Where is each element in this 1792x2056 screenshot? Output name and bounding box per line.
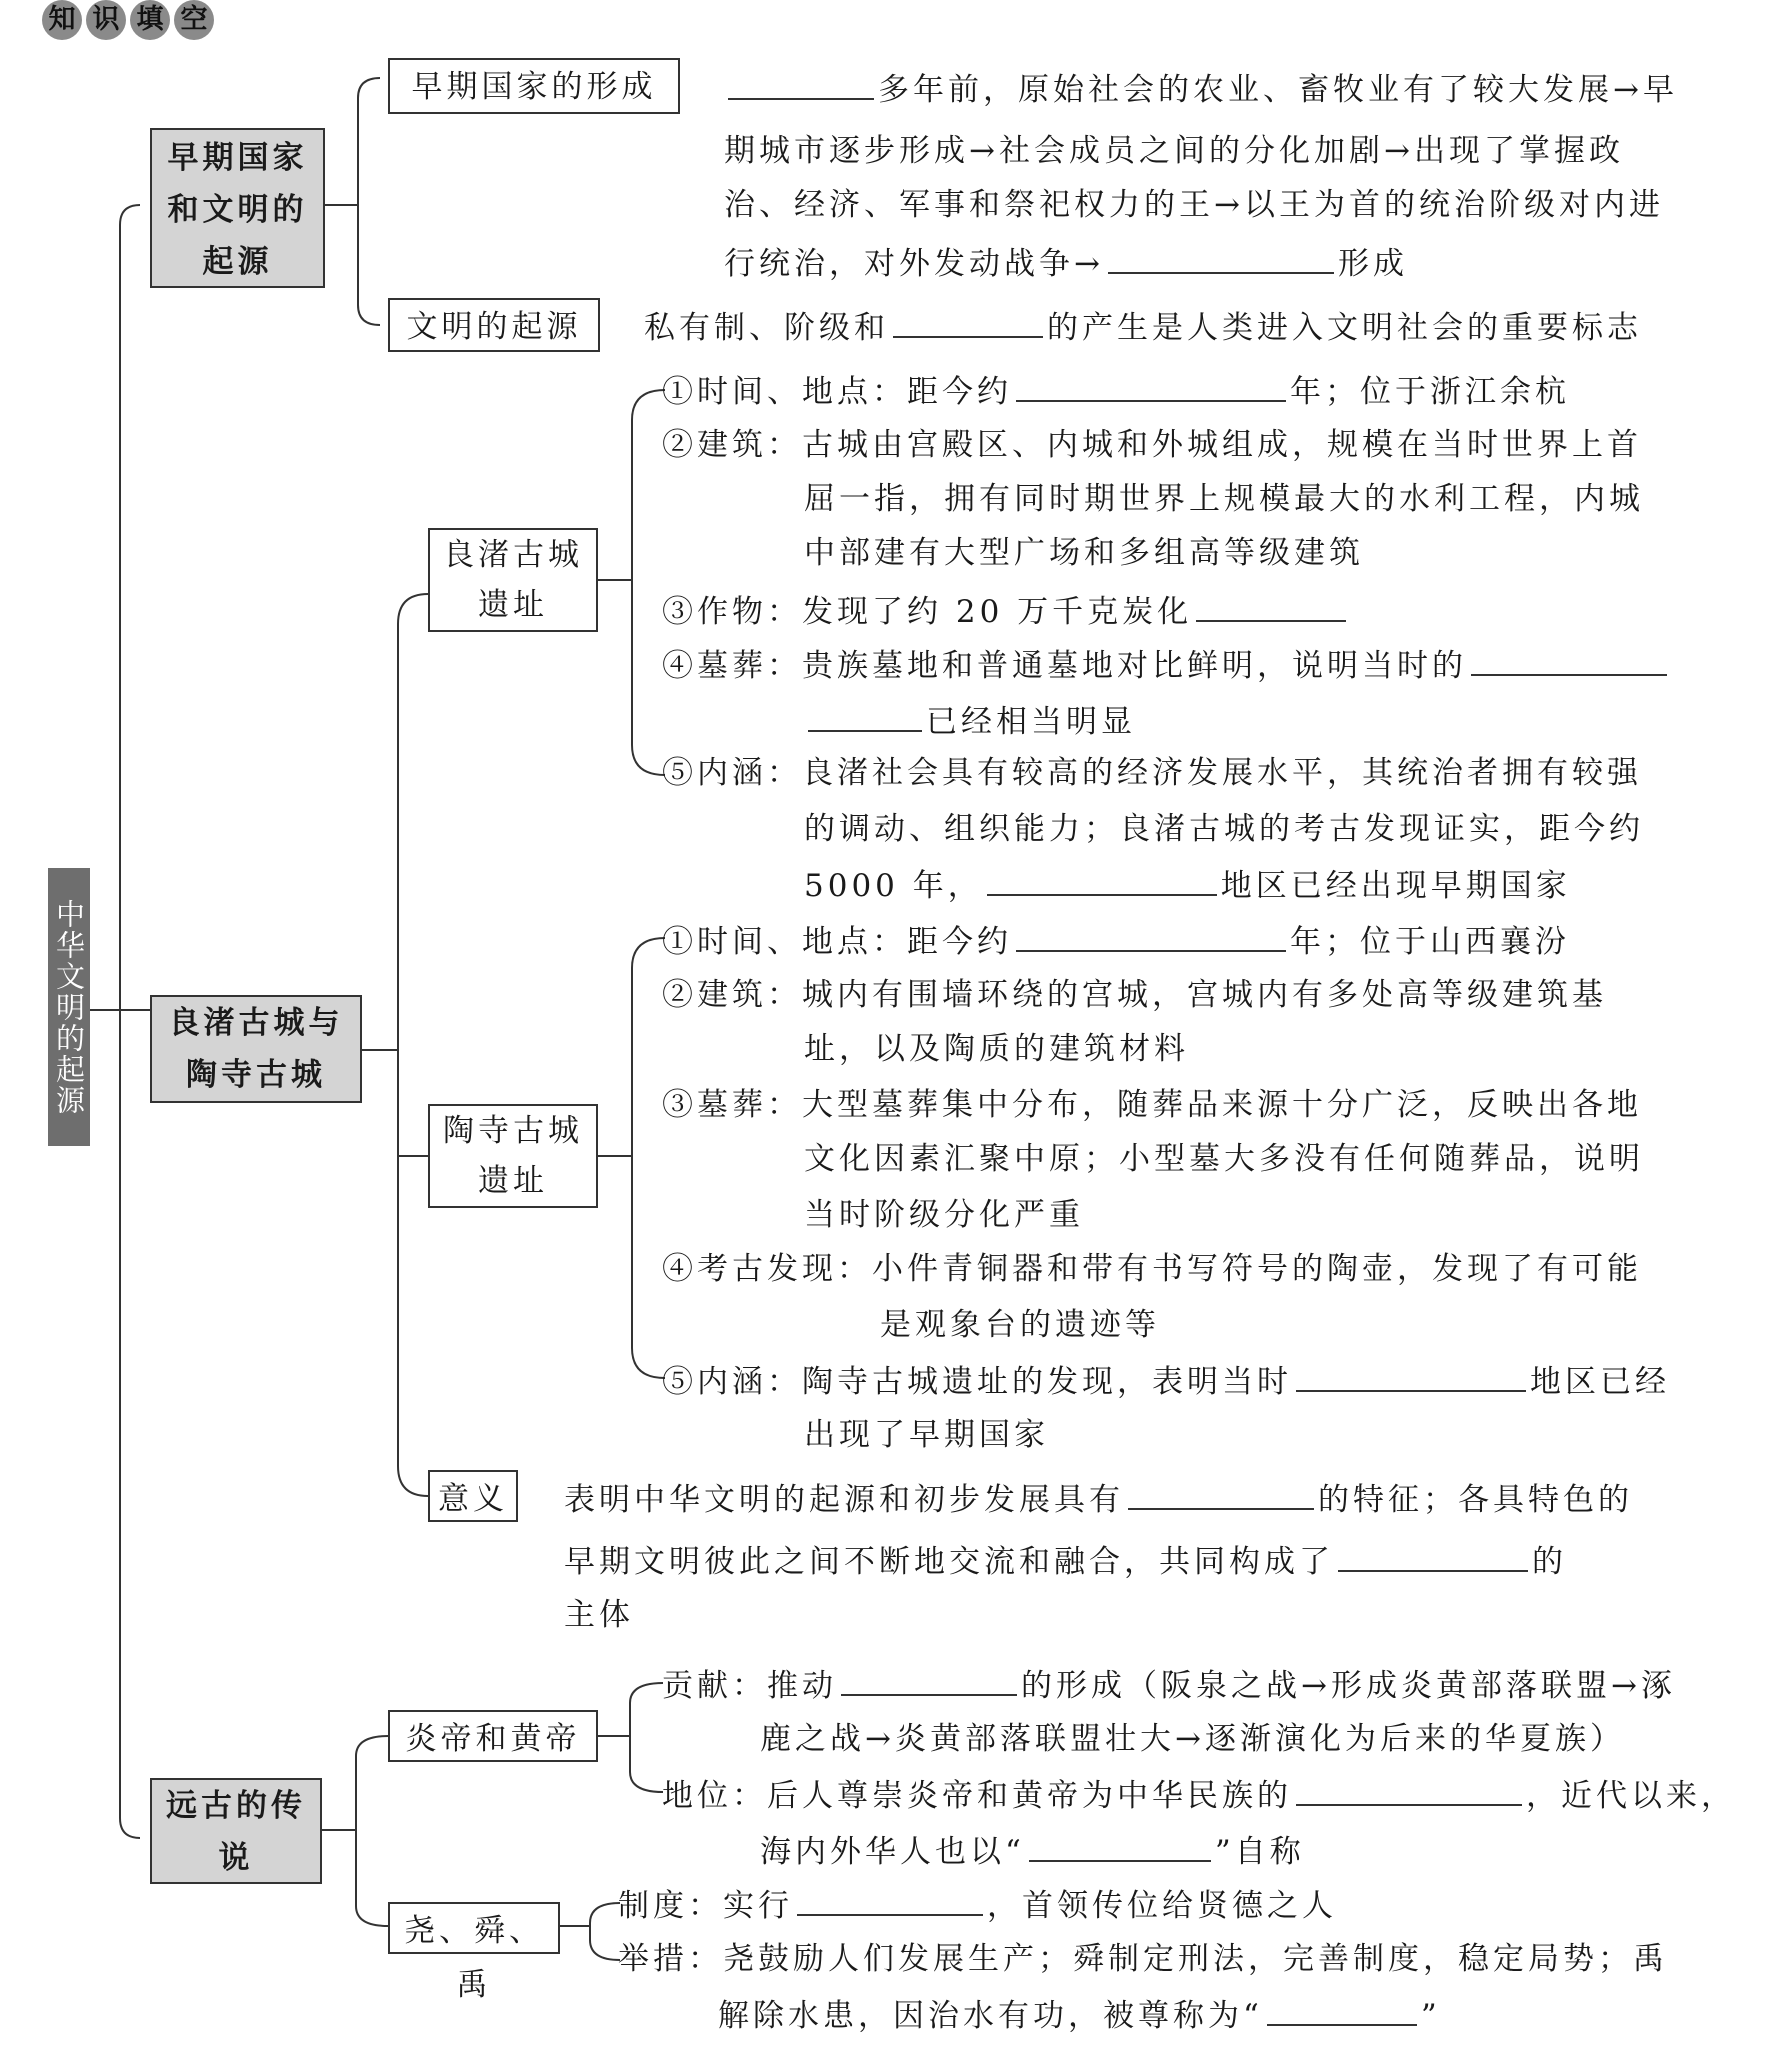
node-yandi-huangdi: 炎帝和黄帝 [388,1710,598,1762]
node-liangzhu-taosi: 良渚古城与陶寺古城 [150,995,362,1103]
meaning-line-2: 早期文明彼此之间不断地交流和融合，共同构成了 的 [564,1532,1567,1590]
node-early-state-civilization: 早期国家和文明的起源 [150,128,325,288]
yaoshunyu-line-2: 举措：尧鼓励人们发展生产；舜制定刑法，完善制度，稳定局势；禹 [618,1941,1668,1977]
liangzhu-line-3: 屈一指，拥有同时期世界上规模最大的水利工程，内城 [804,481,1644,517]
node-ancient-legends: 远古的传说 [150,1778,322,1884]
taosi-line-9: ⑤内涵：陶寺古城遗址的发现，表明当时 地区已经 [662,1352,1670,1410]
taosi-line-10: 出现了早期国家 [804,1417,1049,1453]
yanhuang-line-3: 地位：后人尊崇炎帝和黄帝为中华民族的 ，近代以来， [662,1766,1736,1824]
blank [893,298,1043,338]
blank [841,1656,1017,1696]
blank [1196,582,1346,622]
blank [728,60,874,100]
yanhuang-line-1: 贡献：推动 的形成（阪泉之战→形成炎黄部落联盟→涿 [662,1656,1676,1714]
early-state-line-3: 治、经济、军事和祭祀权力的王→以王为首的统治阶级对内进 [724,187,1664,223]
taosi-line-4: ③墓葬：大型墓葬集中分布，随葬品来源十分广泛，反映出各地 [662,1087,1642,1123]
node-civilization-origin: 文明的起源 [388,298,600,352]
blank [1267,1986,1417,2026]
node-early-state-formation: 早期国家的形成 [388,58,680,114]
liangzhu-line-9: 的调动、组织能力；良渚古城的考古发现证实，距今约 [804,811,1644,847]
blank [987,856,1217,896]
liangzhu-line-4: 中部建有大型广场和多组高等级建筑 [804,535,1364,571]
liangzhu-line-2: ②建筑：古城由宫殿区、内城和外城组成，规模在当时世界上首 [662,427,1642,463]
blank [1029,1822,1211,1862]
early-state-line-1: 多年前，原始社会的农业、畜牧业有了较大发展→早 [724,60,1678,118]
node-taosi-site: 陶寺古城遗址 [428,1104,598,1208]
liangzhu-line-7: 已经相当明显 [804,692,1136,750]
meaning-line-3: 主体 [564,1597,634,1633]
node-meaning: 意义 [428,1470,518,1522]
liangzhu-line-8: ⑤内涵：良渚社会具有较高的经济发展水平，其统治者拥有较强 [662,755,1642,791]
early-state-line-2: 期城市逐步形成→社会成员之间的分化加剧→出现了掌握政 [724,133,1624,169]
liangzhu-line-10: 5000 年， 地区已经出现早期国家 [804,856,1571,914]
blank [1296,1352,1526,1392]
taosi-line-5: 文化因素汇聚中原；小型墓大多没有任何随葬品，说明 [804,1141,1644,1177]
blank [797,1876,983,1916]
section-header-badge [42,0,214,40]
node-yao-shun-yu: 尧、舜、禹 [388,1902,560,1954]
header-char: 填 [130,0,170,40]
header-char: 空 [174,0,214,40]
header-char: 知 [42,0,82,40]
node-liangzhu-site: 良渚古城遗址 [428,528,598,632]
yanhuang-line-4: 海内外华人也以“ ”自称 [760,1822,1305,1880]
taosi-line-2: ②建筑：城内有围墙环绕的宫城，宫城内有多处高等级建筑基 [662,977,1607,1013]
early-state-line-4: 行统治，对外发动战争→ 形成 [724,234,1408,292]
liangzhu-line-6: ④墓葬：贵族墓地和普通墓地对比鲜明，说明当时的 [662,636,1671,694]
blank [1128,1470,1314,1510]
blank [1471,636,1667,676]
taosi-line-8: 是观象台的遗迹等 [880,1307,1160,1343]
blank [1016,912,1286,952]
yaoshunyu-line-1: 制度：实行 ，首领传位给贤德之人 [618,1876,1337,1934]
liangzhu-line-5: ③作物：发现了约 20 万千克炭化 [662,582,1350,640]
civilization-origin-line: 私有制、阶级和 的产生是人类进入文明社会的重要标志 [644,298,1642,356]
liangzhu-line-1: ①时间、地点：距今约 年；位于浙江余杭 [662,362,1570,420]
blank [808,692,922,732]
taosi-line-7: ④考古发现：小件青铜器和带有书写符号的陶壶，发现了有可能 [662,1251,1642,1287]
header-char: 识 [86,0,126,40]
taosi-line-3: 址，以及陶质的建筑材料 [804,1031,1189,1067]
meaning-line-1: 表明中华文明的起源和初步发展具有 的特征；各具特色的 [564,1470,1633,1528]
blank [1016,362,1286,402]
blank [1338,1532,1528,1572]
yaoshunyu-line-3: 解除水患，因治水有功，被尊称为“ ” [718,1986,1441,2044]
blank [1296,1766,1522,1806]
taosi-line-6: 当时阶级分化严重 [804,1197,1084,1233]
blank [1108,234,1334,274]
root-node: 中华文明的起源 [48,868,90,1146]
yanhuang-line-2: 鹿之战→炎黄部落联盟壮大→逐渐演化为后来的华夏族） [760,1721,1625,1757]
taosi-line-1: ①时间、地点：距今约 年；位于山西襄汾 [662,912,1570,970]
